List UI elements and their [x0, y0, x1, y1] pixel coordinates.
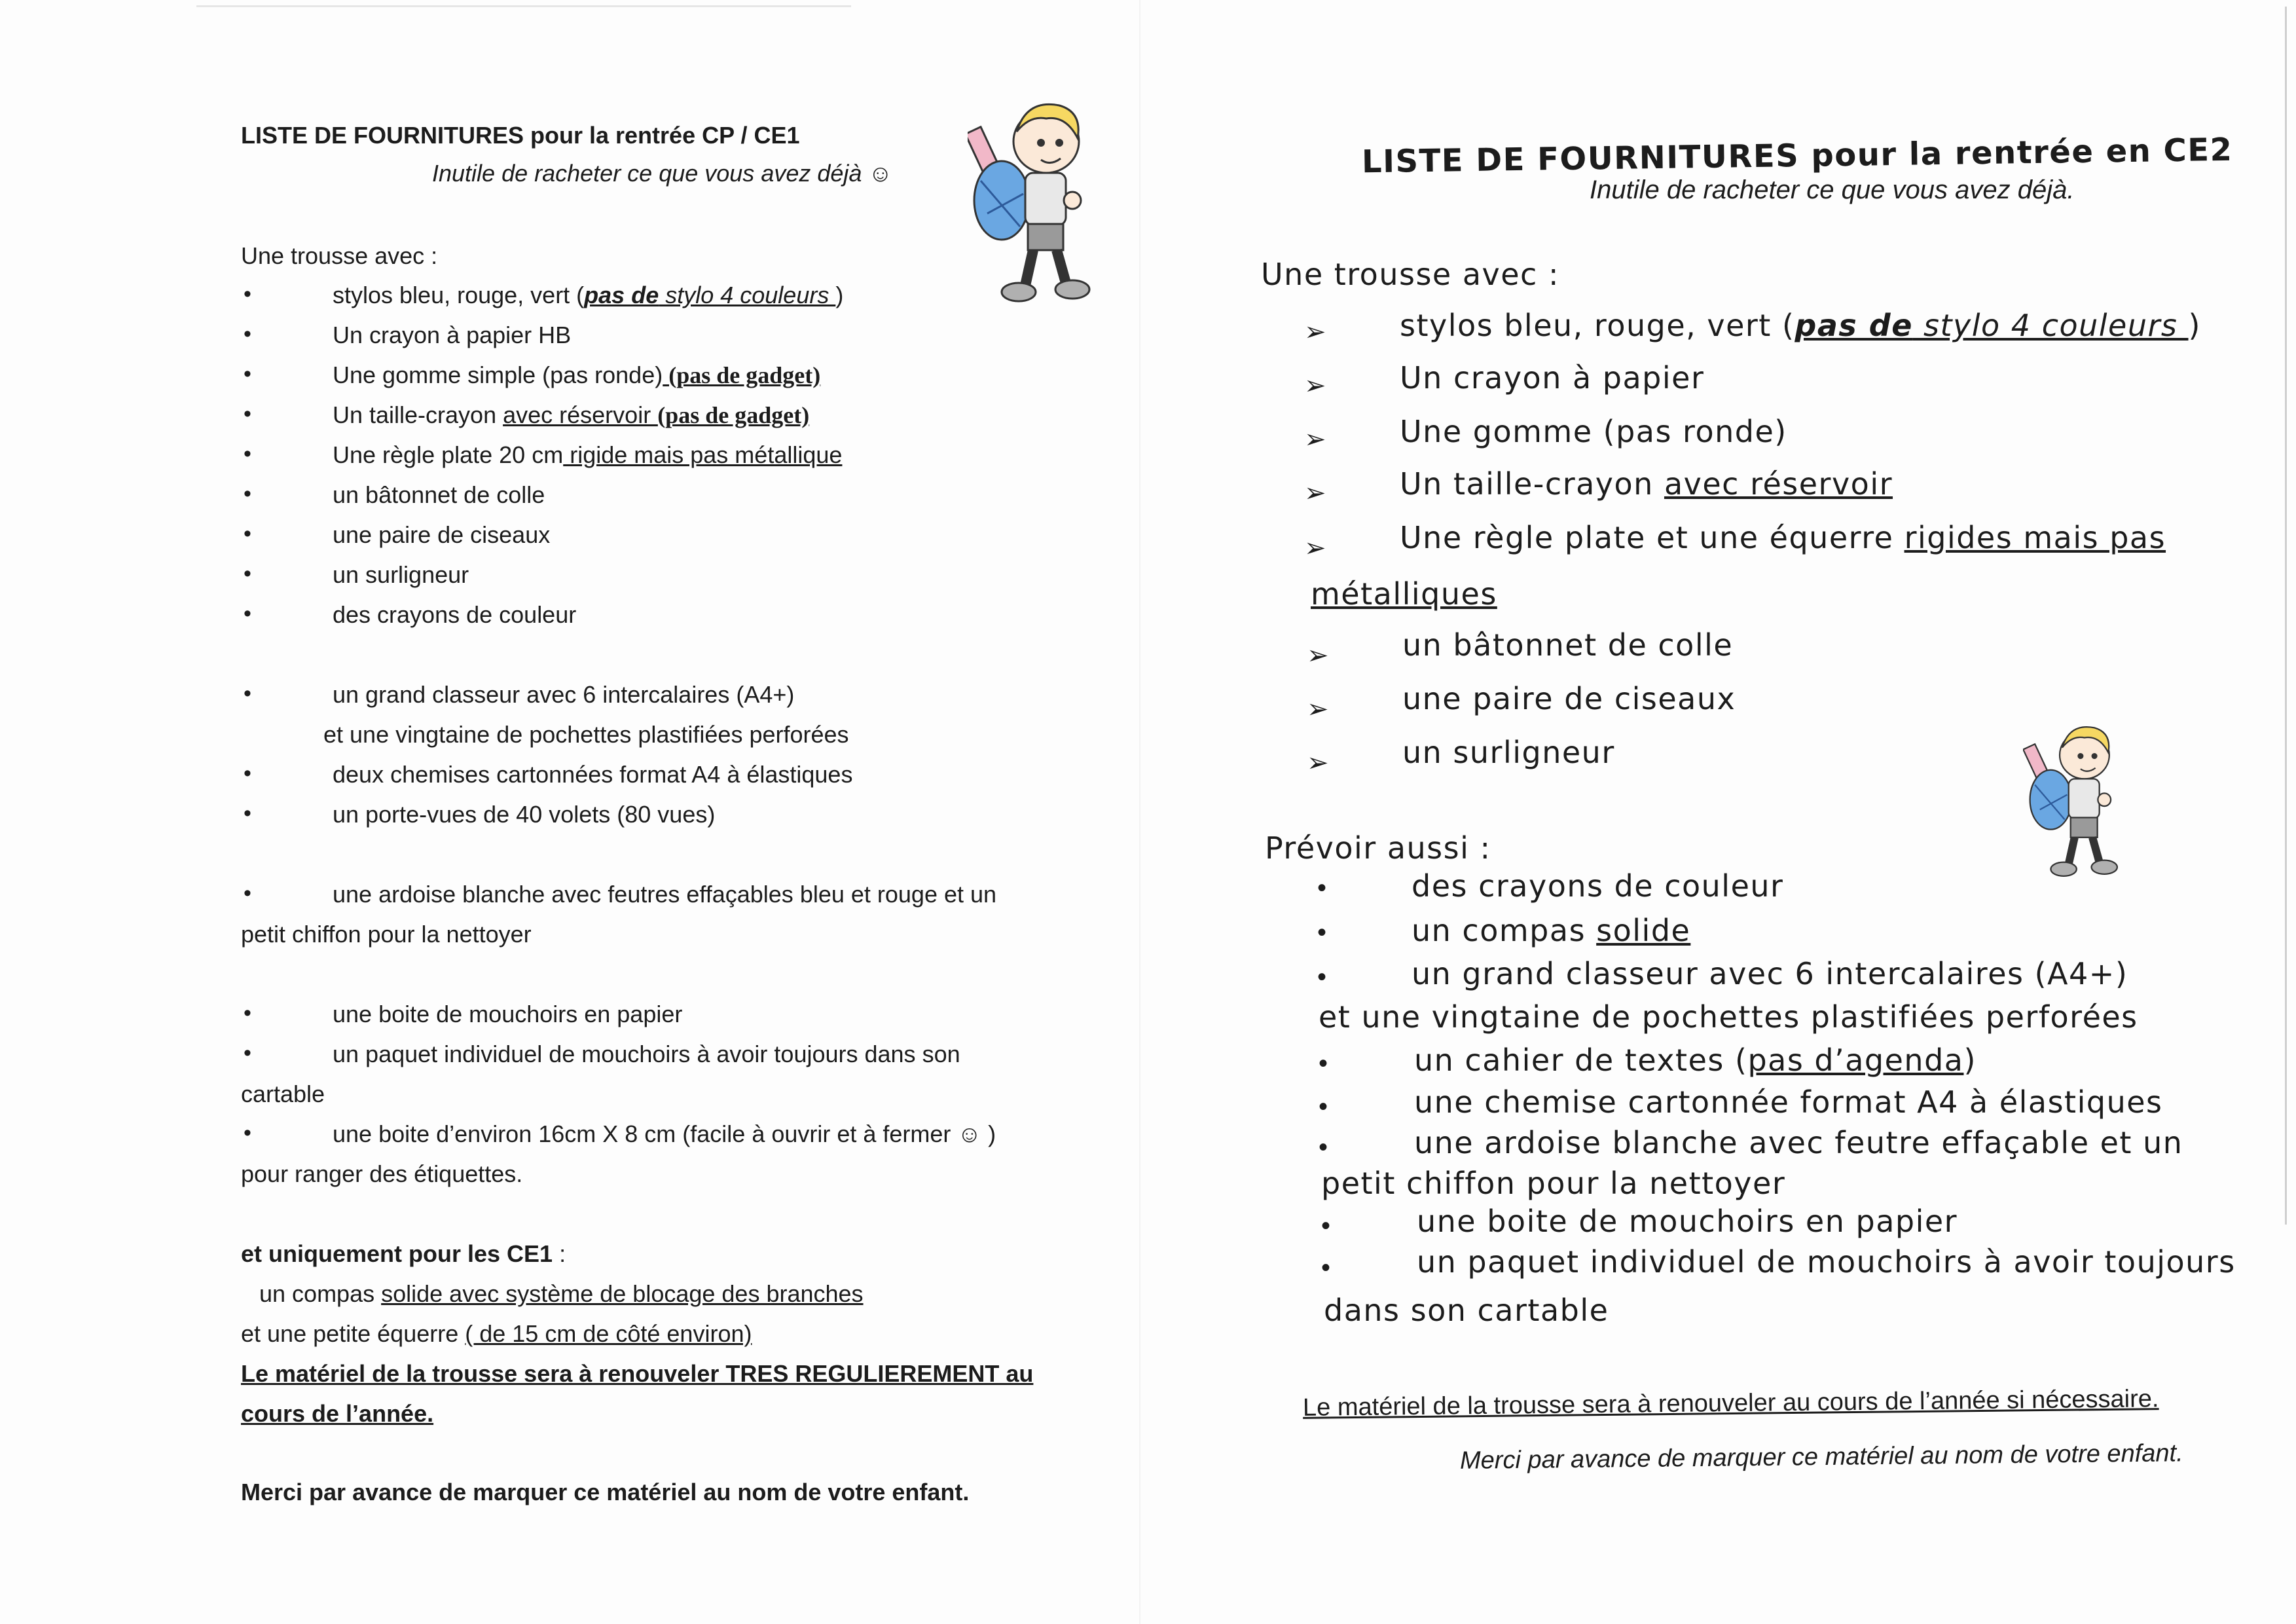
- ce1-equerre: [241, 1320, 752, 1348]
- bullet-icon: •: [244, 481, 251, 506]
- item-text: stylos bleu, rouge, vert (: [333, 282, 585, 308]
- item-text: un grand classeur avec 6 intercalaires (A4+): [1412, 956, 2128, 991]
- bullet-icon: •: [1319, 1049, 1328, 1078]
- item-text-part: un compas: [1412, 913, 1597, 948]
- item-continuation: et une vingtaine de pochettes plastifiées perforées: [1319, 999, 2138, 1035]
- bullet-icon: •: [244, 401, 251, 426]
- item-underline: pas d’agenda: [1747, 1043, 1964, 1078]
- item-text: une paire de ciseaux: [1402, 681, 1736, 716]
- item-text-part: Une règle plate et une équerre: [1400, 520, 1904, 555]
- item-text: une paire de ciseaux: [333, 521, 551, 548]
- bullet-icon: •: [1317, 963, 1327, 991]
- left-trousse-heading: Une trousse avec :: [241, 242, 438, 269]
- item-underline: avec réservoir: [503, 401, 658, 428]
- item-continuation: et une vingtaine de pochettes plastifiées perforées: [323, 721, 849, 748]
- item-text-part: stylos bleu, rouge, vert (: [1400, 308, 1795, 343]
- item-text-part: un cahier de textes (: [1414, 1043, 1748, 1078]
- item-continuation: métalliques: [1311, 576, 1497, 612]
- left-merci: Merci par avance de marquer ce matériel au nom de votre enfant.: [241, 1479, 970, 1505]
- equerre-underline: ( de 15 cm de côté environ): [465, 1320, 752, 1347]
- item-underline: rigides mais pas: [1904, 520, 2166, 555]
- bullet-icon: •: [244, 1001, 251, 1025]
- ce1-heading: [241, 1240, 566, 1268]
- right-renouveler: Le matériel de la trousse sera à renouveler au cours de l’année si nécessaire.: [1302, 1385, 2159, 1422]
- bullet-icon: •: [244, 1120, 251, 1145]
- left-subtitle: Inutile de racheter ce que vous avez déjà ☺: [432, 160, 893, 187]
- item-text: deux chemises cartonnées format A4 à élastiques: [333, 761, 853, 788]
- item-text: Une gomme (pas ronde): [1400, 414, 1787, 449]
- right-page: [1146, 0, 2296, 1624]
- right-subtitle: Inutile de racheter ce que vous avez déjà.: [1590, 175, 2075, 204]
- item-text: un bâtonnet de colle: [1402, 627, 1734, 663]
- item-underline: avec réservoir: [1664, 466, 1893, 502]
- item-continuation: petit chiffon pour la nettoyer: [1321, 1166, 1786, 1201]
- bullet-icon: •: [1321, 1211, 1331, 1240]
- ce1-heading-text: et uniquement pour les CE1: [241, 1240, 553, 1267]
- right-trousse-heading: Une trousse avec :: [1261, 257, 1559, 292]
- item-underline-serif: (pas de gadget): [663, 362, 821, 388]
- item-text: Une gomme simple (pas ronde): [333, 361, 663, 388]
- bullet-icon: •: [244, 441, 251, 466]
- item-underline: solide: [1596, 913, 1691, 948]
- item-text: un paquet individuel de mouchoirs à avoir toujours: [1417, 1244, 2236, 1280]
- item-text: un surligneur: [1402, 735, 1615, 770]
- item-text: [1414, 1043, 1977, 1078]
- item-continuation: petit chiffon pour la nettoyer: [241, 921, 532, 948]
- arrow-icon: ➢: [1304, 425, 1326, 454]
- right-merci: Merci par avance de marquer ce matériel au nom de votre enfant.: [1459, 1439, 2183, 1475]
- bullet-icon: •: [1319, 1133, 1328, 1162]
- item-continuation: dans son cartable: [1324, 1293, 1609, 1328]
- bullet-icon: •: [244, 761, 251, 786]
- bullet-icon: •: [244, 1041, 251, 1065]
- bullet-icon: •: [1317, 874, 1327, 902]
- item-tail: ): [2188, 308, 2201, 343]
- item-text: [1400, 466, 1893, 502]
- item-text: un paquet individuel de mouchoirs à avoir toujours dans son: [333, 1041, 960, 1067]
- item-text: un bâtonnet de colle: [333, 481, 545, 508]
- item-text: un surligneur: [333, 561, 469, 588]
- renouveler-line-2: cours de l’année.: [241, 1400, 434, 1427]
- item-text: une boite de mouchoirs en papier: [333, 1001, 683, 1027]
- bullet-icon: •: [244, 681, 251, 706]
- bullet-icon: •: [244, 881, 251, 906]
- bullet-icon: •: [244, 601, 251, 626]
- item-text: Un taille-crayon: [333, 401, 503, 428]
- arrow-icon: ➢: [1307, 641, 1329, 670]
- renouveler-line-1: Le matériel de la trousse sera à renouveler TRES REGULIEREMENT au: [241, 1360, 1034, 1387]
- item-text: une ardoise blanche avec feutres effaçables bleu et rouge et un: [333, 881, 997, 908]
- item-text: des crayons de couleur: [333, 601, 577, 628]
- item-text: Un crayon à papier HB: [333, 322, 572, 348]
- equerre-text: et une petite équerre: [241, 1320, 465, 1347]
- bullet-icon: •: [244, 801, 251, 826]
- item-text: un porte-vues de 40 volets (80 vues): [333, 801, 716, 828]
- item-text: des crayons de couleur: [1412, 868, 1784, 904]
- schoolboy-illustration: [2023, 720, 2121, 884]
- ce1-compas: [259, 1280, 864, 1308]
- page-fold: [1139, 0, 1140, 1624]
- item-continuation: cartable: [241, 1080, 325, 1107]
- arrow-icon: ➢: [1304, 534, 1326, 563]
- item-text: [1400, 520, 2166, 555]
- item-text: [1412, 913, 1690, 948]
- arrow-icon: ➢: [1307, 748, 1329, 777]
- bullet-icon: •: [244, 282, 251, 306]
- left-title: LISTE DE FOURNITURES pour la rentrée CP / CE1: [241, 122, 800, 149]
- item-text-part: Un taille-crayon: [1400, 466, 1664, 502]
- arrow-icon: ➢: [1304, 479, 1326, 507]
- item-underline: rigide mais pas métallique: [563, 441, 843, 468]
- arrow-icon: ➢: [1304, 318, 1326, 346]
- item-tail: ): [835, 282, 844, 308]
- item-tail: ): [1963, 1043, 1977, 1078]
- prevoir-heading: Prévoir aussi :: [1265, 830, 1491, 866]
- bullet-icon: •: [1317, 918, 1327, 947]
- item-underline: stylo 4 couleurs: [1912, 308, 2189, 343]
- item-emphasis: pas de: [1795, 308, 1913, 343]
- item-continuation: pour ranger des étiquettes.: [241, 1160, 523, 1187]
- item-text: Un crayon à papier: [1400, 360, 1705, 396]
- item-text: [1400, 308, 2201, 343]
- bullet-icon: •: [244, 361, 251, 386]
- item-emphasis: pas de: [584, 282, 659, 308]
- item-text: une boite de mouchoirs en papier: [1417, 1204, 1958, 1239]
- item-underline: stylo 4 couleurs: [659, 282, 836, 308]
- bullet-icon: •: [1321, 1253, 1331, 1282]
- bullet-icon: •: [244, 561, 251, 586]
- compas-text: un compas: [259, 1280, 382, 1307]
- item-text: Une règle plate 20 cm: [333, 441, 564, 468]
- item-text: un grand classeur avec 6 intercalaires (A4+): [333, 681, 795, 708]
- item-text: une chemise cartonnée format A4 à élastiques: [1414, 1084, 2163, 1120]
- left-page: [0, 0, 1139, 1624]
- bullet-icon: •: [1319, 1092, 1328, 1121]
- arrow-icon: ➢: [1307, 695, 1329, 724]
- schoolboy-illustration: [968, 96, 1092, 312]
- bullet-icon: •: [244, 521, 251, 546]
- item-text: une boite d’environ 16cm X 8 cm (facile à ouvrir et à fermer ☺ ): [333, 1120, 996, 1147]
- item-text: une ardoise blanche avec feutre effaçable et un: [1414, 1125, 2183, 1160]
- right-title: LISTE DE FOURNITURES pour la rentrée en CE2: [1361, 131, 2233, 181]
- ce1-heading-colon: :: [553, 1240, 566, 1267]
- compas-underline: solide avec système de blocage des branches: [381, 1280, 864, 1307]
- arrow-icon: ➢: [1304, 371, 1326, 400]
- bullet-icon: •: [244, 322, 251, 346]
- item-underline-serif: (pas de gadget): [657, 402, 810, 428]
